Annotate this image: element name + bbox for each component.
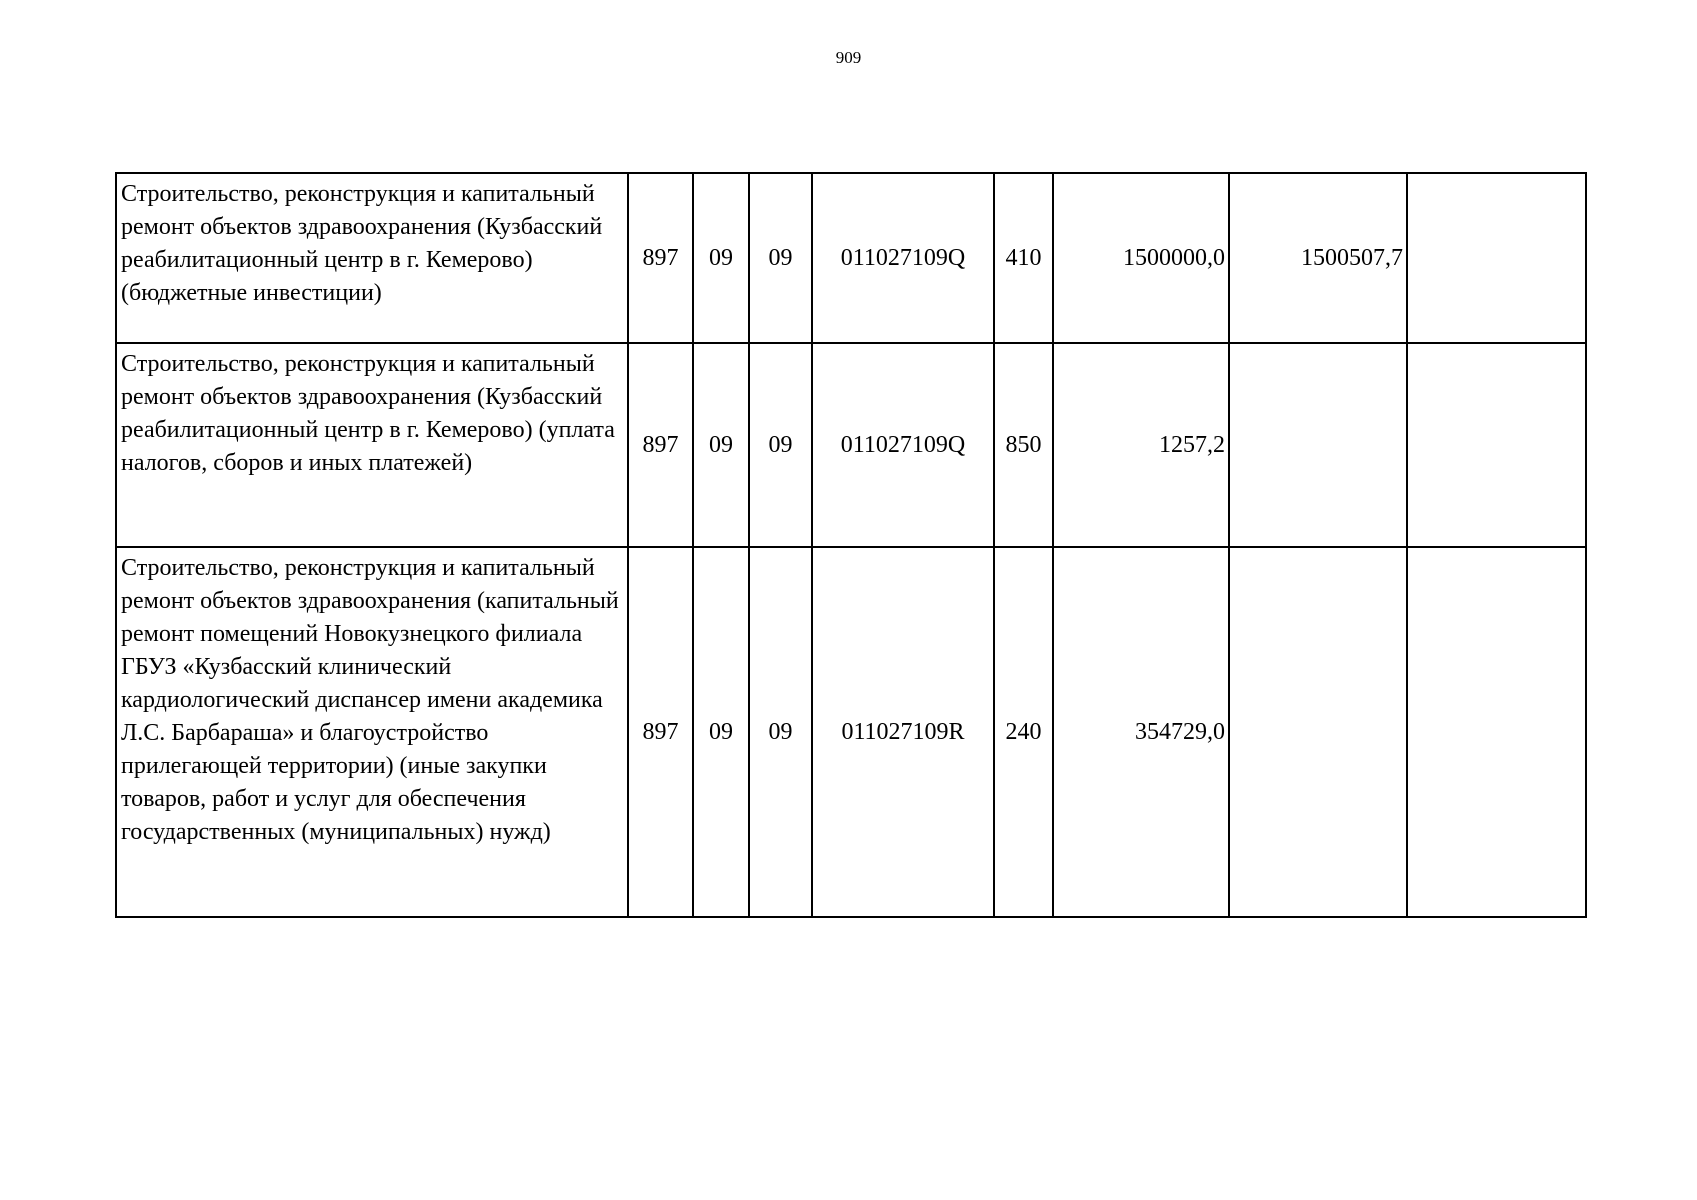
budget-table xyxy=(115,172,1587,918)
subsection-code-cell: 09 xyxy=(749,547,812,917)
target-article-cell: 011027109Q xyxy=(812,173,994,343)
ministry-code-cell: 897 xyxy=(628,173,693,343)
subsection-code-cell: 09 xyxy=(749,343,812,547)
amount-2-cell: 1500507,7 xyxy=(1229,173,1407,343)
ministry-code-cell: 897 xyxy=(628,343,693,547)
amount-3-cell xyxy=(1407,343,1586,547)
amount-2-cell xyxy=(1229,547,1407,917)
table-row xyxy=(116,173,1586,343)
amount-1-cell: 1500000,0 xyxy=(1053,173,1229,343)
amount-3-cell xyxy=(1407,173,1586,343)
page-number: 909 xyxy=(835,48,862,67)
table-row xyxy=(116,547,1586,917)
ministry-code-cell: 897 xyxy=(628,547,693,917)
amount-1-cell: 354729,0 xyxy=(1053,547,1229,917)
section-code-cell: 09 xyxy=(693,173,749,343)
subsection-code-cell: 09 xyxy=(749,173,812,343)
table-row xyxy=(116,343,1586,547)
amount-3-cell xyxy=(1407,547,1586,917)
description-cell: Строительство, реконструкция и капитальный ремонт объектов здравоохранения (капитальный ремонт помещений Новокузнецкого филиала ГБУЗ «Кузбасский клинический кардиологический диспансер имени академика Л.С. Барбараша» и благоустройство прилегающей территории) (иные закупки товаров, работ и услуг для обеспечения государственных (муниципальных) нужд) xyxy=(116,547,628,917)
amount-1-cell: 1257,2 xyxy=(1053,343,1229,547)
target-article-cell: 011027109Q xyxy=(812,343,994,547)
expense-type-cell: 240 xyxy=(994,547,1053,917)
target-article-cell: 011027109R xyxy=(812,547,994,917)
description-cell: Строительство, реконструкция и капитальный ремонт объектов здравоохранения (Кузбасский реабилитационный центр в г. Кемерово) (бюджетные инвестиции) xyxy=(116,173,628,343)
section-code-cell: 09 xyxy=(693,343,749,547)
section-code-cell: 09 xyxy=(693,547,749,917)
description-cell: Строительство, реконструкция и капитальный ремонт объектов здравоохранения (Кузбасский реабилитационный центр в г. Кемерово) (уплата налогов, сборов и иных платежей) xyxy=(116,343,628,547)
expense-type-cell: 850 xyxy=(994,343,1053,547)
amount-2-cell xyxy=(1229,343,1407,547)
expense-type-cell: 410 xyxy=(994,173,1053,343)
